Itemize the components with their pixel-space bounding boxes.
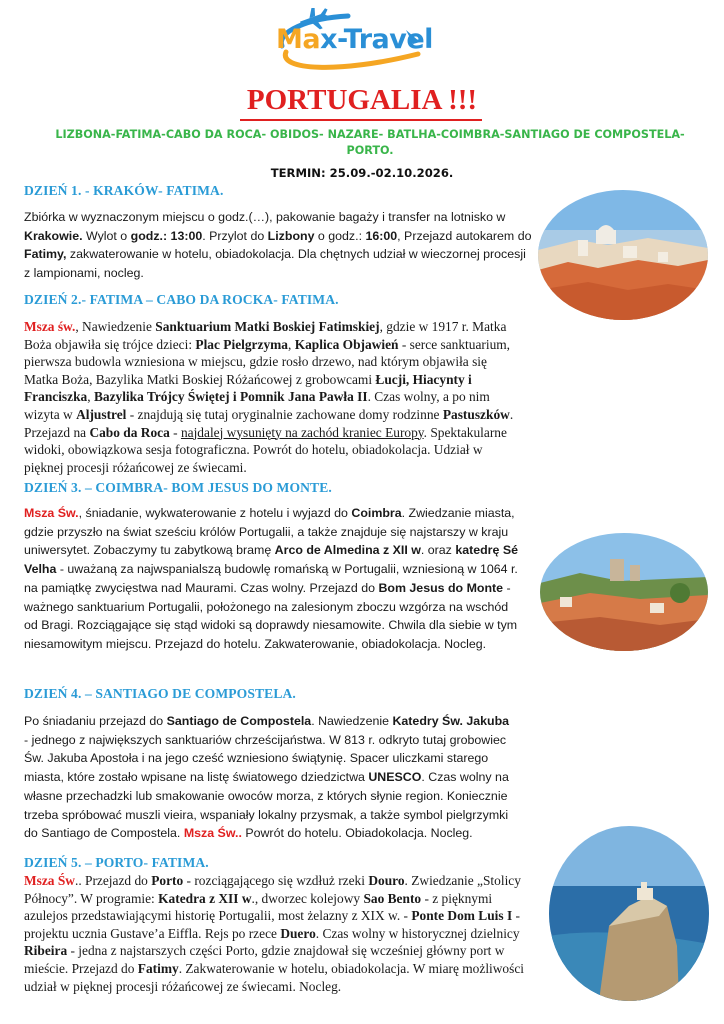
day-3-heading: DZIEŃ 3. – COIMBRA- BOM JESUS DO MONTE.	[24, 480, 332, 495]
title-underline	[240, 119, 482, 121]
day-2-description: Msza św., Nawiedzenie Sanktuarium Matki Boskiej Fatimskiej, gdzie w 1917 r. Matka Boża objawiła się trójce dzieci: Plac Pielgrzyma, Kaplica Objawień - serce sanktuarium, pierwsza budowla wzniesiona w miejscu, gdzie rosło drzewo, nad którym objawiła się Matka Boża, Bazylika Matki Boskiej Różańcowej z grobowcami Łucji, Hiacynty i Franciszka, Bazylika Trójcy Świętej i Pomnik Jana Pawła II. Czas wolny, a po nim wizyta w Aljustrel - znajdują się tutaj oryginalnie zachowane domy rodzinne Pastuszków. Przejazd na Cabo da Roca - najdalej wysunięty na zachód kraniec Europy. Spektakularne widoki, obowiązkowa sesja fotograficzna. Powrót do hotelu, obiadokolacja. Udział w pięknej procesji różańcowej ze świecami.	[24, 319, 514, 475]
day-5-heading: DZIEŃ 5. – PORTO- FATIMA.	[24, 855, 209, 870]
day-1-heading: DZIEŃ 1. - KRAKÓW- FATIMA.	[24, 183, 224, 198]
day-3-description: Msza Św., śniadanie, wykwaterowanie z hotelu i wyjazd do Coimbra. Zwiedzanie miasta, gdzie przyszło na świat sześciu królów Portugalii, a także znajduje się najstarszy w kraju uniwersytet. Zobaczymy tu zabytkową bramę Arco de Almedina z XII w. oraz katedrę Sé Velha - uważaną za najwspanialszą budowlę romańską w Portugalii, wzniesioną w 1064 r. na pamiątkę zwycięstwa nad Maurami. Czas wolny. Przejazd do Bom Jesus do Monte - ważnego sanktuarium Portugalii, położonego na zalesionym zboczu wzgórza na wschód od Bragi. Rozciągające się stąd widoki są doprawdy niesamowite. Chwila dla siebie w tym niesamowitym miejscu. Przejazd do hotelu. Zakwaterowanie, obiadokolacja. Nocleg.	[24, 506, 518, 651]
term-date: TERMIN: 25.09.-02.10.2026.	[270, 166, 454, 180]
day-2-heading: DZIEŃ 2.- FATIMA – CABO DA ROCKA- FATIMA.	[24, 292, 339, 307]
route-subtitle: LIZBONA-FATIMA-CABO DA ROCA- OBIDOS- NAZARE- BATLHA-COIMBRA-SANTIAGO DE COMPOSTELA- PORTO.	[55, 128, 685, 157]
photo-lisbon-rooftops	[538, 190, 708, 320]
day-5-description: Msza Św.. Przejazd do Porto - rozciągającego się wzdłuż rzeki Douro. Zwiedzanie „Stolicy Północy”. W programie: Katedra z XII w., dworzec kolejowy Sao Bento - z pięknymi azulejos przedstawiającymi historię Portugalii, most żelazny z XIX w. - Ponte Dom Luis I - projektu ucznia Gustave’a Eiffla. Rejs po rzece Duero. Czas wolny w historycznej dzielnicy Ribeira - jedna z najstarszych części Porto, gdzie znajdował się wcześniej główny port w mieście. Przejazd do Fatimy. Zakwaterowanie w hotelu, obiadokolacja. W miarę możliwości udział w pięknej procesji różańcowej ze świecami. Nocleg.	[24, 873, 525, 994]
photo-hill-town	[540, 533, 708, 651]
day-1-description: Zbiórka w wyznaczonym miejscu o godz.(…), pakowanie bagaży i transfer na lotnisko w Krakowie. Wylot o godz.: 13:00. Przylot do Lizbony o godz.: 16:00, Przejazd autokarem do Fatimy, zakwaterowanie w hotelu, obiadokolacja. Dla chętnych udział w wieczornej procesji z lampionami, nocleg.	[24, 210, 532, 281]
day-4-heading: DZIEŃ 4. – SANTIAGO DE COMPOSTELA.	[24, 686, 296, 701]
page-title: PORTUGALIA !!!	[246, 84, 478, 116]
logo-text: Max-Travel	[276, 24, 433, 55]
day-4-description: Po śniadaniu przejazd do Santiago de Compostela. Nawiedzenie Katedry Św. Jakuba - jednego z największych sanktuariów chrześcijaństwa. W 813 r. odkryto tutaj grobowiec Św. Jakuba Apostoła i na jego cześć wzniesiono świątynię. Spacer uliczkami starego miasta, które zostało wpisane na listę światowego dziedzictwa UNESCO. Czas wolny na własne przechadzki lub smakowanie owoców morza, z których słynie region. Koniecznie trzeba spróbować muszli vieira, wspaniały lokalny przysmak, a także symbol pielgrzymki do Santiago de Compostela. Msza Św.. Powrót do hotelu. Obiadokolacja. Nocleg.	[24, 714, 510, 841]
photo-coastal-cliff	[549, 826, 709, 1001]
